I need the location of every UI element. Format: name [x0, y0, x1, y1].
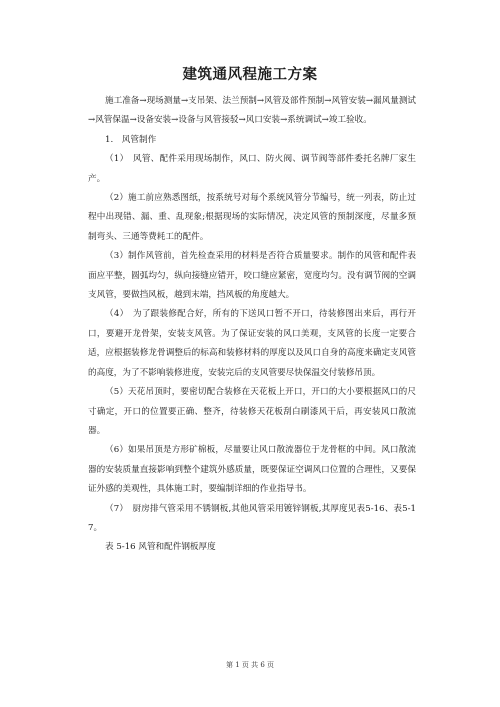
paragraph-process-flow: 施工准备→现场测量→支吊架、法兰预制→风管及部件预制→风管安装→漏风量测试→风管保温→设备安装→设备与风管接驳→风口安装→系统调试→竣工验收。 [88, 96, 417, 126]
paragraph-item-6: （6）如果吊顶是方形矿棉板，尽量要让风口散流器位于龙骨框的中间。风口散流器的安装质量直接影响到整个建筑外感质量，既要保证空调风口位置的合理性，又要保证外感的美观性，具体施工时，要编制详细的作业指导书。 [88, 445, 416, 495]
paragraph-item-7: （7） 厨房排气管采用不锈钢板,其他风管采用镀锌钢板,其厚度见表5-16、表5-17。 [88, 503, 416, 533]
section-heading-duct-fabrication: 1. 风管制作 [105, 134, 157, 145]
paragraph-item-5: （5）天花吊顶时，要密切配合装修在天花板上开口，开口的大小要根据风口的尺寸确定，开口的位置要正确、整齐，待装修天花板刮白刷漆风干后，再安装风口散流器。 [88, 387, 416, 436]
document-body [88, 92, 416, 558]
paragraph-item-3: （3）制作风管前，首先检查采用的材料是否符合质量要求。制作的风管和配件表面应平整，圆弧均匀，纵向接缝应错开，咬口缝应紧密，宽度均匀。没有调节阀的空调支风管，要做挡风板，越到末端，挡风板的角度越大。 [88, 251, 416, 301]
table-caption: 表 5-16 风管和配件钢板厚度 [105, 542, 216, 553]
paragraph-item-2: （2）施工前应熟悉图纸，按系统号对每个系统风管分节编号，统一列表，防止过程中出现错、漏、重、乱现象;根据现场的实际情况，决定风管的预制深度，尽量多预制弯头、三通等费耗工的配件。 [88, 193, 416, 242]
paragraph-item-1: （1） 风管、配件采用现场制作，风口、防火阀、调节阀等部件委托名牌厂家生产。 [88, 154, 416, 184]
page-footer: 第 1 页 共 6 页 [225, 661, 275, 669]
paragraph-item-4: （4） 为了跟装修配合好，所有的下送风口暂不开口，待装修图出来后，再行开口，要避开龙骨架，安装支风管。为了保证安装的风口美观，支风管的长度一定要合适，应根据装修龙骨调整后的标高和装修材料的厚度以及风口自身的高度来确定支风管的高度，为了不影响装修进度，安装完后的支风管要尽快保温交付装修吊顶。 [88, 309, 416, 378]
document-title: 建筑通风程施工方案 [182, 67, 318, 83]
